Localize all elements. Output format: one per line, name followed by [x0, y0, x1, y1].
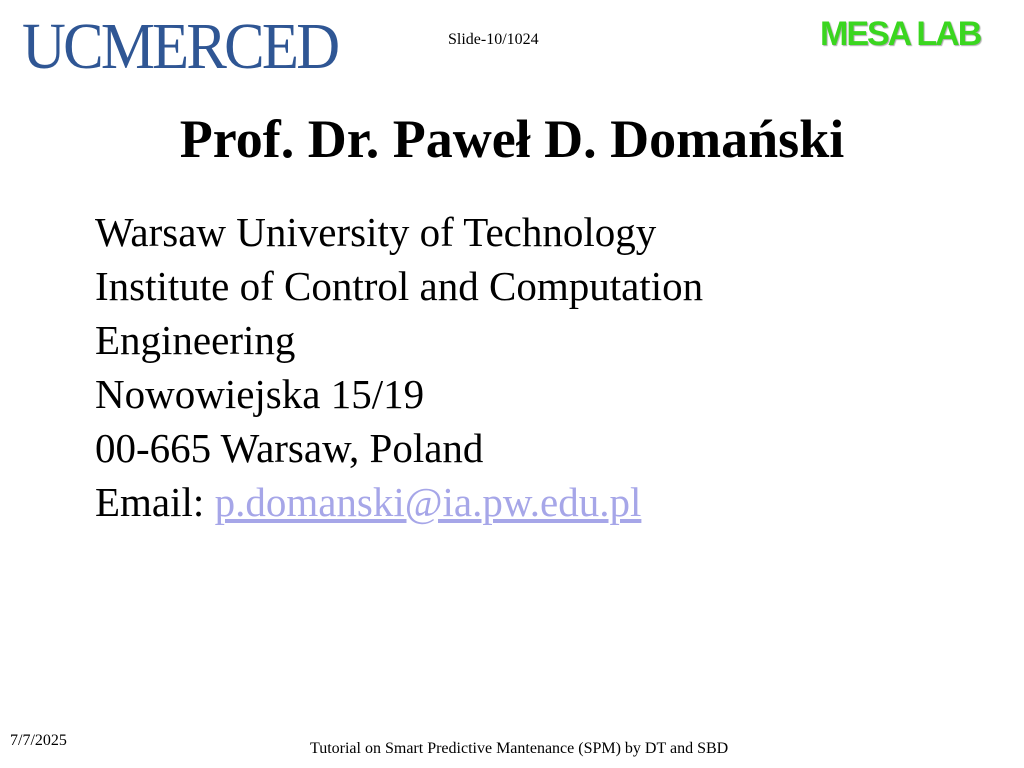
city-address-line: 00-665 Warsaw, Poland	[95, 425, 484, 471]
street-address-line: Nowowiejska 15/19	[95, 371, 425, 417]
email-link[interactable]: p.domanski@ia.pw.edu.pl	[214, 479, 642, 525]
slide-footer: Tutorial on Smart Predictive Mantenance (SPM) by DT and SBD	[310, 740, 729, 757]
slide-number: Slide-10/1024	[448, 31, 539, 48]
email-label: Email:	[95, 479, 205, 525]
institute-line: Institute of Control and Computation	[95, 263, 704, 309]
institute-line-continued: Engineering	[95, 317, 296, 363]
contact-block	[95, 205, 703, 529]
slide-title: Prof. Dr. Paweł D. Domański	[179, 109, 845, 169]
affiliation-line: Warsaw University of Technology	[95, 209, 657, 255]
ucmerced-logo: UCMERCED	[22, 10, 338, 83]
mesa-lab-logo: MESA LAB	[820, 15, 981, 53]
email-line	[95, 475, 703, 529]
slide-date: 7/7/2025	[10, 732, 67, 749]
